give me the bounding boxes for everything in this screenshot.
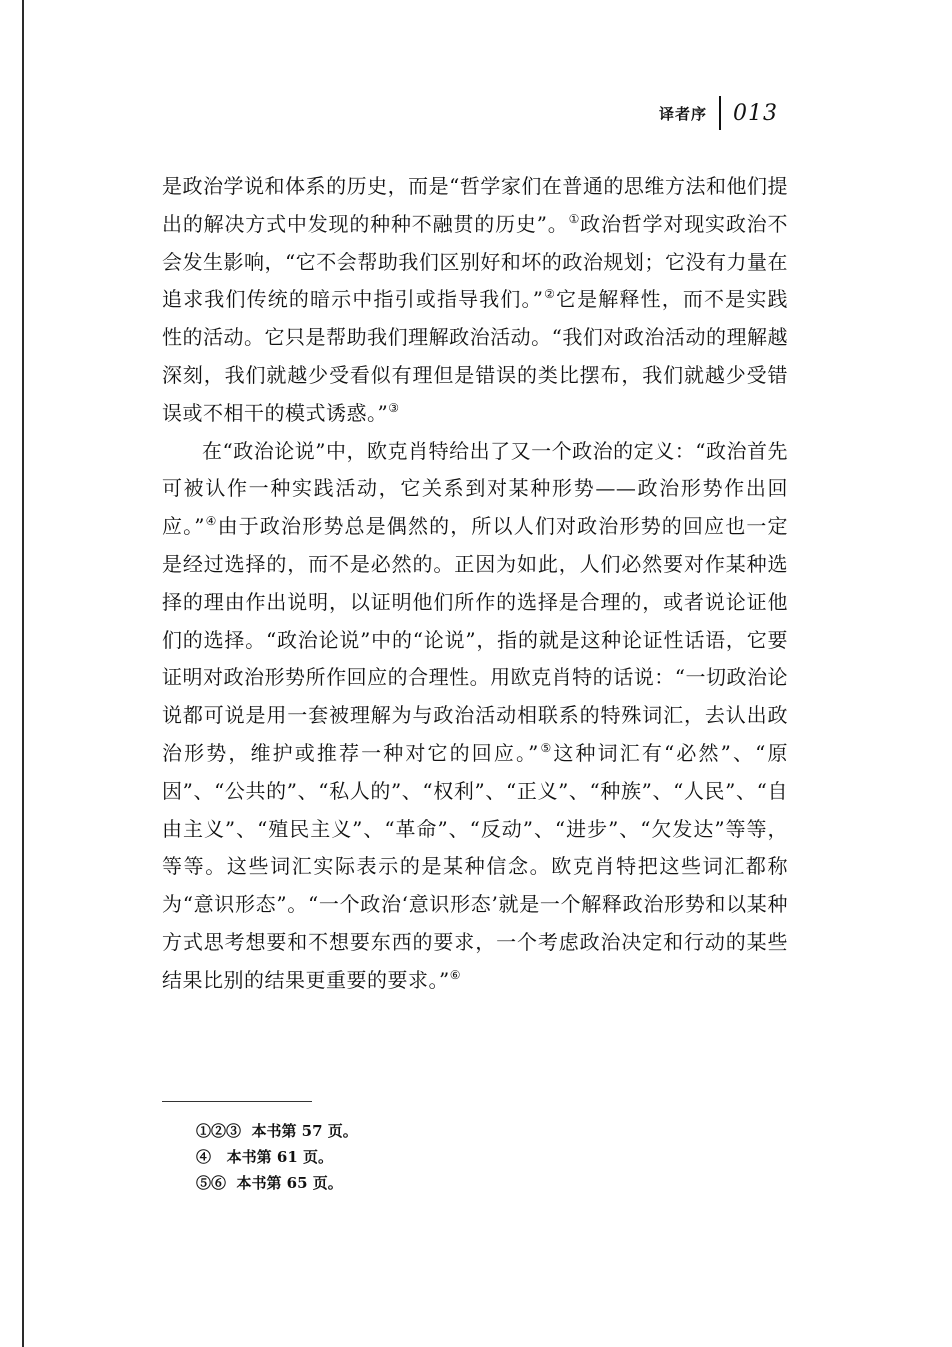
paragraph-2-text-3: 这种词汇有“必然”、“原因”、“公共的”、“私人的”、“权利”、“正义”、“种族”、“人民”、“自由主义”、“殖民主义”、“革命”、“反动”、“进步”、“欠发达”等等，等等。这些词汇实际表示的是某种信念。欧克肖特把这些词汇都称为“意识形态”。“一个政治‘意识形态’就是一个解释政治形势和以某种方式思考想要和不想要东西的要求，一个考虑政治决定和行动的某些结果比别的结果更重要的要求。” [162,740,788,992]
footnote-ref-2: ② [543,287,556,302]
paragraph-2-text-1: 在“政治论说”中，欧克肖特给出了又一个政治的定义：“政治首先可被认作一种实践活动，它关系到对某种形势——政治形势作出回应。” [162,438,788,539]
page-number: 013 [733,100,778,126]
footnote-ref-6: ⑥ [449,967,461,982]
page-binding-line [22,0,24,1347]
footnote-ref-4: ④ [205,514,218,529]
header-divider [719,96,721,130]
body-text [162,168,788,1000]
footnotes [196,1118,358,1196]
footnote-ref-5: ⑤ [538,740,554,755]
footnote-rule [162,1101,312,1102]
footnote: ①②③ 本书第 57 页。 [196,1122,358,1140]
paragraph-1-text-1: 是政治学说和体系的历史，而是“哲学家们在普通的思维方法和他们提出的解决方式中发现的种种不融贯的历史”。 [162,174,788,236]
paragraph-1-text-2: 政治哲学对现实政治不会发生影响，“它不会帮助我们区别好和坏的政治规划；它没有力量在追求我们传统的暗示中指引或指导我们。” [162,211,788,312]
section-name: 译者序 [658,104,707,123]
running-head [659,96,778,130]
footnote: ④ 本书第 61 页。 [196,1148,333,1166]
footnote: ⑤⑥ 本书第 65 页。 [196,1174,343,1192]
footnote-ref-3: ③ [388,400,400,415]
paragraph-2 [162,433,788,1000]
paragraph-1 [162,168,788,433]
paragraph-2-text-2: 由于政治形势总是偶然的，所以人们对政治形势的回应也一定是经过选择的，而不是必然的。正因为如此，人们必然要对作某种选择的理由作出说明，以证明他们所作的选择是合理的，或者说论证他们的选择。“政治论说”中的“论说”，指的就是这种论证性话语，它要证明对政治形势所作回应的合理性。用欧克肖特的话说：“一切政治论说都可说是用一套被理解为与政治活动相联系的特殊词汇，去认出政治形势，维护或推荐一种对它的回应。” [162,514,788,765]
footnote-ref-1: ① [568,211,581,226]
paragraph-1-text-3: 它是解释性，而不是实践性的活动。它只是帮助我们理解政治活动。“我们对政治活动的理解越深刻，我们就越少受看似有理但是错误的类比摆布，我们就越少受错误或不相干的模式诱惑。” [162,287,788,425]
